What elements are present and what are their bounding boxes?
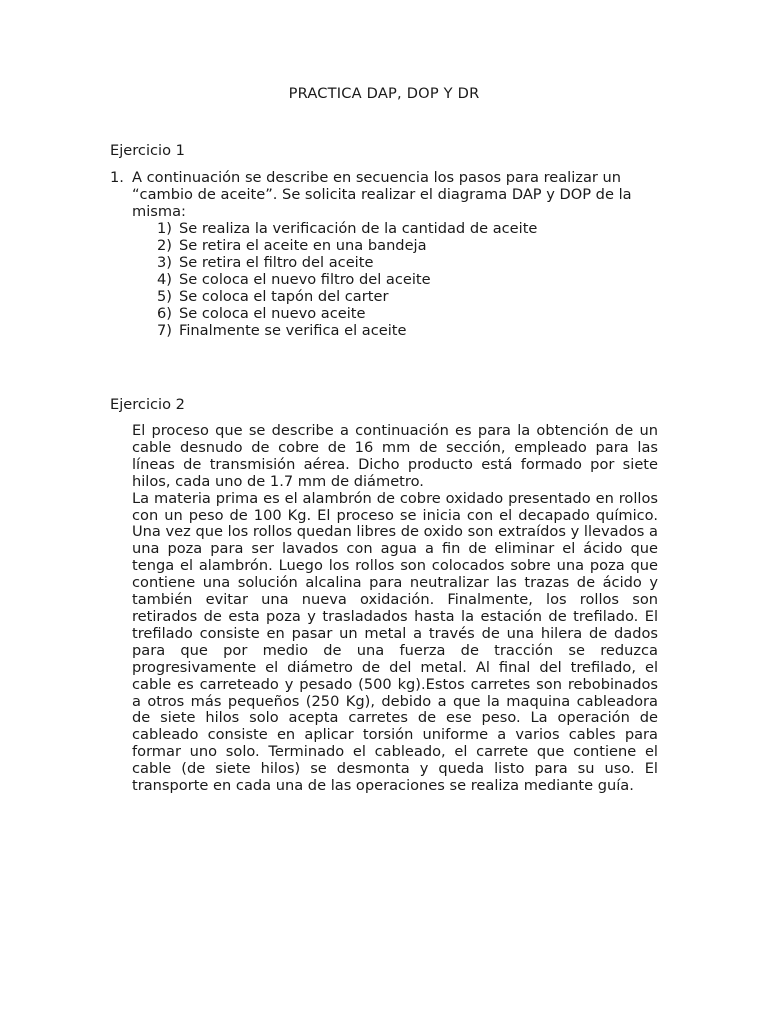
step-number: 7) — [157, 322, 172, 339]
step-number: 4) — [157, 271, 172, 288]
exercise-1-intro: A continuación se describe en secuencia los pasos para realizar un “cambio de aceite”. Se solicita realizar el diagrama DAP y DOP de la misma: — [132, 169, 632, 220]
list-item — [157, 271, 660, 288]
step-number: 1) — [157, 220, 172, 237]
exercise-1-body — [110, 169, 660, 339]
exercise-2-paragraph-2: La materia prima es el alambrón de cobre oxidado presentado en rollos con un peso de 100 Kg. El proceso se inicia con el decapado químico. Una vez que los rollos quedan libres de oxido son extraídos y llevados a una poza para ser lavados con agua a fin de eliminar el ácido que tenga el alambrón. Luego los rollos son colocados sobre una poza que contiene una solución alcalina para neutralizar las trazas de ácido y también evitar una nueva oxidación. Finalmente, los rollos son retirados de esta poza y trasladados hasta la estación de trefilado. El trefilado consiste en pasar un metal a través de una hilera de dados para que por medio de una fuerza de tracción se reduzca progresivamente el diámetro de del metal. Al final del trefilado, el cable es carreteado y pesado (500 kg).Estos carretes son rebobinados a otros más pequeños (250 Kg), debido a que la maquina cableadora de siete hilos solo acepta carretes de ese peso. La operación de cableado consiste en aplicar torsión uniforme a varios cables para formar uno solo. Terminado el cableado, el carrete que contiene el cable (de siete hilos) se desmonta y queda listo para su uso. El transporte en cada una de las operaciones se realiza mediante guía. — [132, 489, 658, 795]
exercise-2-heading: Ejercicio 2 — [110, 396, 185, 413]
step-text: Se realiza la verificación de la cantidad de aceite — [179, 220, 538, 237]
exercise-1-steps-list — [110, 220, 660, 339]
list-item — [157, 237, 660, 254]
step-number: 5) — [157, 288, 172, 305]
step-number: 6) — [157, 305, 172, 322]
step-number: 2) — [157, 237, 172, 254]
exercise-2-paragraph-1: El proceso que se describe a continuación es para la obtención de un cable desnudo de cobre de 16 mm de sección, empleado para las líneas de transmisión aérea. Dicho producto está formado por siete hilos, cada uno de 1.7 mm de diámetro. — [132, 422, 658, 490]
step-text: Se coloca el nuevo filtro del aceite — [179, 271, 431, 288]
list-item — [157, 305, 660, 322]
list-item — [157, 288, 660, 305]
list-item — [157, 220, 660, 237]
list-item — [157, 322, 660, 339]
page-title: PRACTICA DAP, DOP Y DR — [288, 85, 480, 102]
exercise-1-item-number: 1. — [110, 169, 124, 186]
exercise-2-body — [132, 423, 658, 795]
step-text: Finalmente se verifica el aceite — [179, 322, 407, 339]
exercise-1-heading: Ejercicio 1 — [110, 142, 185, 159]
step-text: Se coloca el nuevo aceite — [179, 305, 366, 322]
step-text: Se coloca el tapón del carter — [179, 288, 389, 305]
step-text: Se retira el aceite en una bandeja — [179, 237, 427, 254]
step-text: Se retira el filtro del aceite — [179, 254, 374, 271]
step-number: 3) — [157, 254, 172, 271]
list-item — [157, 254, 660, 271]
